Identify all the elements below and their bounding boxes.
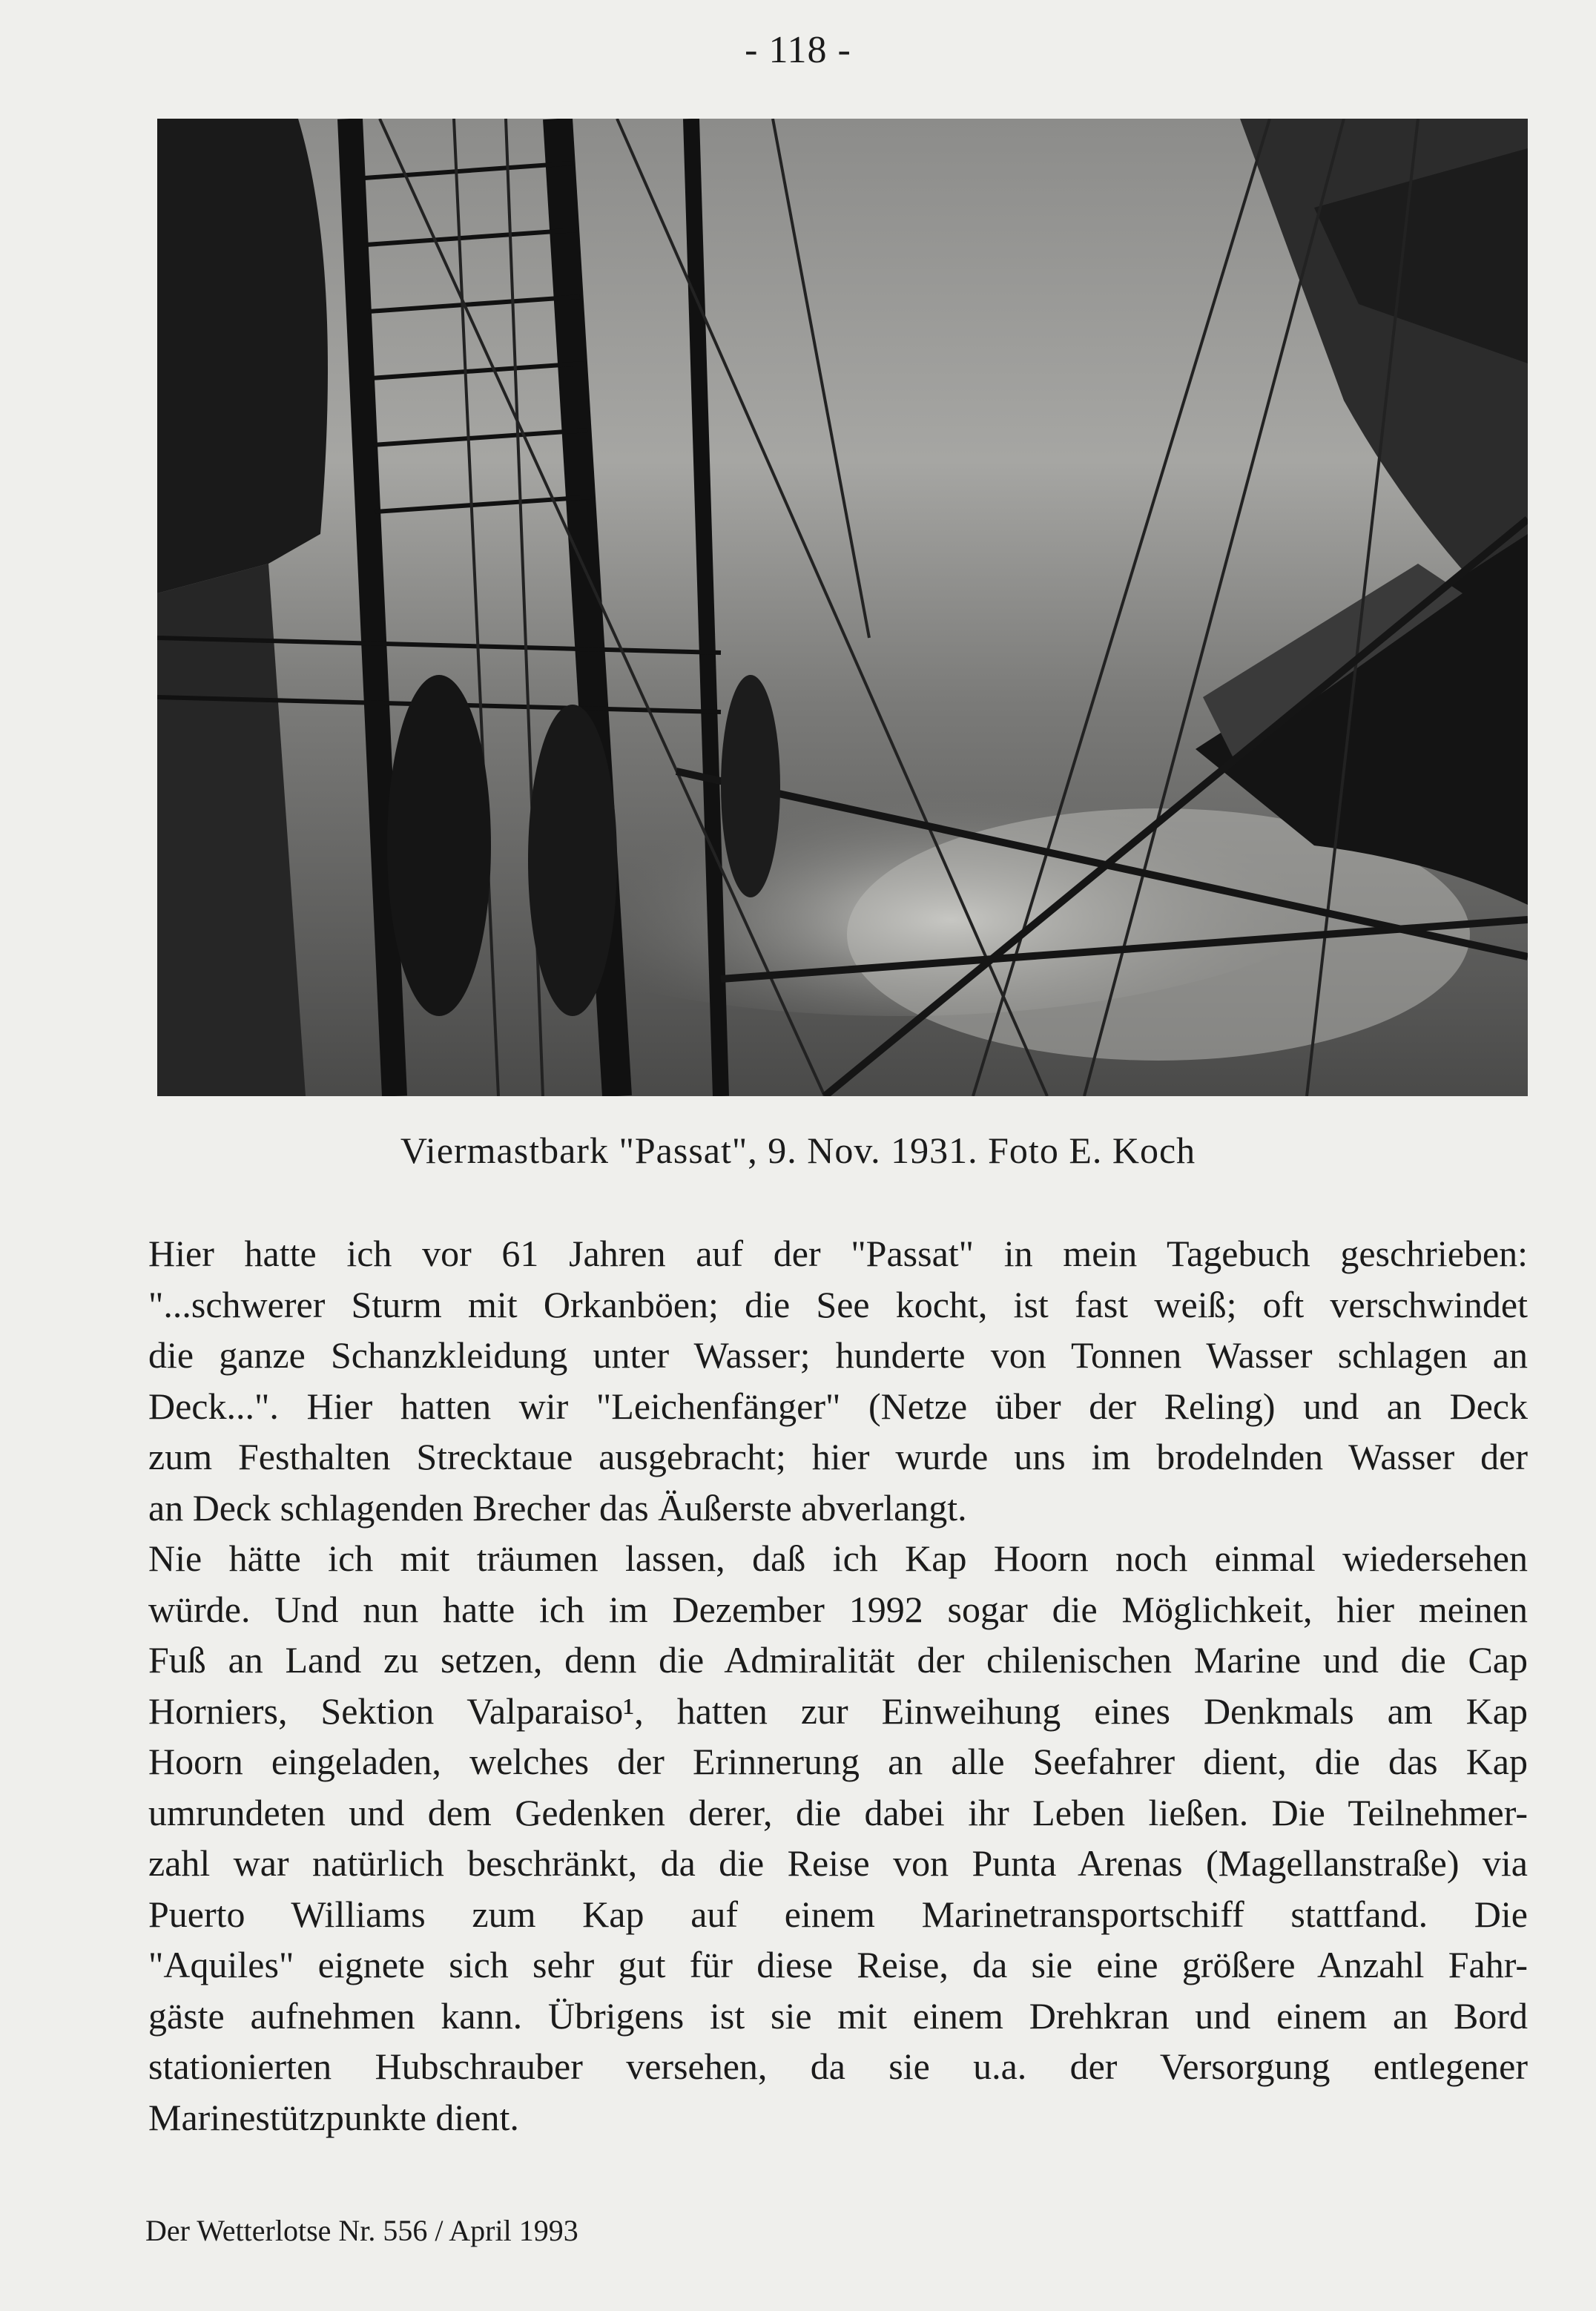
footer-citation: Der Wetterlotse Nr. 556 / April 1993 [145, 2214, 578, 2247]
article-body [148, 1228, 1528, 2143]
photo-caption: Viermastbark "Passat", 9. Nov. 1931. Foto E. Koch [400, 1130, 1196, 1171]
text-line: Marinestützpunkte dient. [148, 2096, 519, 2138]
storm-photograph [157, 119, 1528, 1096]
text-line: "Aquiles" eignete sich sehr gut für diese Reise, da sie eine größere Anzahl Fahr- [148, 1944, 1528, 1985]
text-line: Deck...". Hier hatten wir "Leichenfänger" (Netze über der Reling) und an Deck [148, 1385, 1528, 1427]
text-line: Puerto Williams zum Kap auf einem Marinetransportschiff stattfand. Die [148, 1893, 1528, 1935]
text-line: Hier hatte ich vor 61 Jahren auf der "Passat" in mein Tagebuch geschrieben: [148, 1233, 1528, 1274]
text-line: würde. Und nun hatte ich im Dezember 1992 sogar die Möglichkeit, hier meinen [148, 1588, 1528, 1630]
text-line: zum Festhalten Strecktaue ausgebracht; hier wurde uns im brodelnden Wasser der [148, 1436, 1528, 1477]
text-line: an Deck schlagenden Brecher das Äußerste abverlangt. [148, 1486, 967, 1529]
text-line: gäste aufnehmen kann. Übrigens ist sie mit einem Drehkran und einem an Bord [148, 1994, 1528, 2037]
text-line: "...schwerer Sturm mit Orkanböen; die See kocht, ist fast weiß; oft verschwindet [148, 1283, 1528, 1325]
text-line: zahl war natürlich beschränkt, da die Reise von Punta Arenas (Magellanstraße) via [148, 1842, 1528, 1884]
page-number: - 118 - [745, 29, 851, 71]
text-line: stationierten Hubschrauber versehen, da sie u.a. der Versorgung entlegener [148, 2045, 1528, 2087]
text-line: Hoorn eingeladen, welches der Erinnerung an alle Seefahrer dient, die das Kap [148, 1741, 1528, 1782]
text-line: Horniers, Sektion Valparaiso¹, hatten zur Einweihung eines Denkmals am Kap [148, 1689, 1528, 1732]
photo-image [157, 119, 1528, 1096]
text-line: umrundeten und dem Gedenken derer, die dabei ihr Leben ließen. Die Teilnehmer- [148, 1791, 1528, 1833]
text-line: Nie hätte ich mit träumen lassen, daß ich Kap Hoorn noch einmal wiedersehen [148, 1537, 1528, 1579]
text-line: Fuß an Land zu setzen, denn die Admiralität der chilenischen Marine und die Cap [148, 1639, 1528, 1681]
text-line: die ganze Schanzkleidung unter Wasser; hunderte von Tonnen Wasser schlagen an [148, 1334, 1528, 1376]
